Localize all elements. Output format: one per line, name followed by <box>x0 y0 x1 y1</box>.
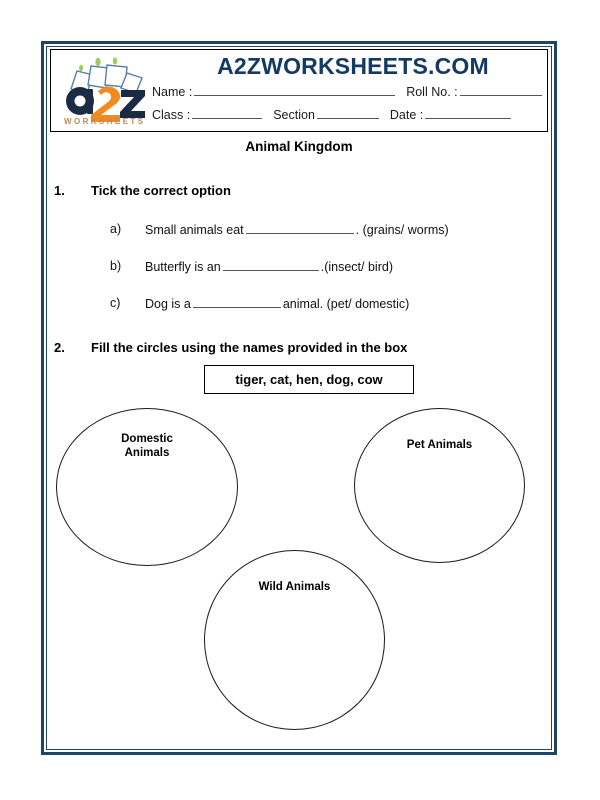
question-1a <box>145 222 449 237</box>
question-1c-text-after: animal. (pet/ domestic) <box>282 297 410 311</box>
section-label: Section <box>273 108 315 122</box>
page-title: Animal Kingdom <box>245 139 353 154</box>
question-1b-text-after: .(insect/ bird) <box>320 260 393 274</box>
word-bank-text: tiger, cat, hen, dog, cow <box>235 372 383 387</box>
name-roll-field-row <box>152 84 544 99</box>
a2z-worksheets-logo-icon <box>57 55 152 127</box>
site-title: A2ZWORKSHEETS.COM <box>217 53 489 79</box>
question-1-prompt: Tick the correct option <box>91 183 231 198</box>
question-1c-text-before: Dog is a <box>145 297 191 311</box>
circle-domestic-animals[interactable] <box>56 408 238 566</box>
question-1b <box>145 259 393 274</box>
circle-wild-animals-label <box>205 580 384 594</box>
circle-label-line-1: Pet Animals <box>406 439 473 451</box>
question-2-prompt: Fill the circles using the names provided in the box <box>91 340 408 355</box>
question-1b-text-before: Butterfly is an <box>145 260 221 274</box>
name-label: Name : <box>152 85 193 99</box>
circle-wild-animals[interactable] <box>204 550 385 730</box>
circle-label-line-1: Domestic <box>121 433 173 445</box>
word-bank-box <box>204 365 414 394</box>
circle-pet-animals-label <box>355 438 524 452</box>
question-1a-text-before: Small animals eat <box>145 223 244 237</box>
worksheet-sheet <box>47 47 551 749</box>
question-1a-answer-blank[interactable] <box>246 222 354 234</box>
question-1c-letter: c) <box>110 296 121 310</box>
date-input[interactable] <box>425 107 511 119</box>
svg-text:WORKSHEETS: WORKSHEETS <box>64 117 146 126</box>
class-input[interactable] <box>192 107 262 119</box>
question-1c-answer-blank[interactable] <box>193 296 281 308</box>
section-input[interactable] <box>317 107 379 119</box>
question-2-number: 2. <box>54 340 65 355</box>
roll-no-input[interactable] <box>460 84 542 96</box>
worksheet-header <box>50 49 548 132</box>
class-label: Class : <box>152 108 191 122</box>
question-1a-letter: a) <box>110 222 122 236</box>
question-1a-text-after: . (grains/ worms) <box>355 223 449 237</box>
question-1c <box>145 296 409 311</box>
question-1-number: 1. <box>54 183 65 198</box>
question-1b-answer-blank[interactable] <box>223 259 319 271</box>
circle-label-line-2: Animals <box>124 447 170 459</box>
roll-no-label: Roll No. : <box>406 85 458 99</box>
circle-pet-animals[interactable] <box>354 408 525 563</box>
circle-label-line-1: Wild Animals <box>258 581 331 593</box>
class-section-date-field-row <box>152 107 544 122</box>
date-label: Date : <box>389 108 424 122</box>
circle-domestic-animals-label <box>57 432 237 460</box>
question-1b-letter: b) <box>110 259 122 273</box>
name-input[interactable] <box>194 84 395 96</box>
